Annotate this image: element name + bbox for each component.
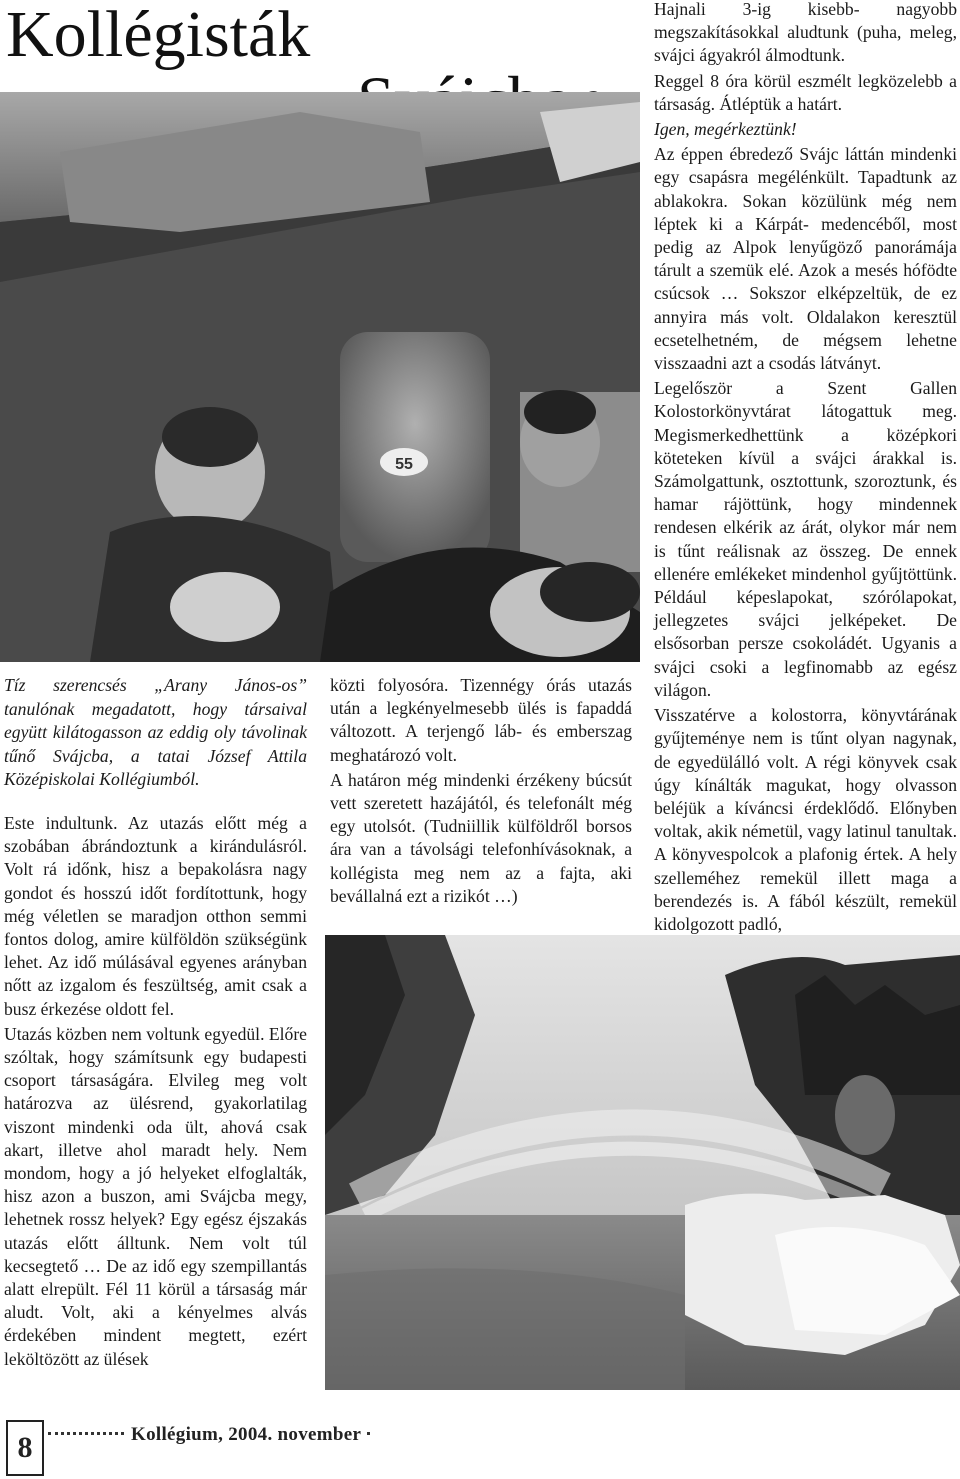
article-column-3 (654, 0, 957, 936)
article-lead: Tíz szerencsés „Arany János-os” tanulónak megadatott, hogy társaival együtt kilátogasson az eddig oly távolinak tűnő Svájcba, a tatai József Attila Középiskolai Kollégiumból. (4, 675, 307, 789)
footer-publication: Kollégium, 2004. november (125, 1424, 367, 1446)
bus-photo-illustration (0, 92, 640, 662)
paragraph: Reggel 8 óra körül eszmélt legközelebb a társaság. Átléptük a határt. (654, 70, 957, 114)
page-number: 8 (6, 1420, 44, 1476)
article-title-part1: Kollégisták (6, 0, 311, 71)
waterfall-photo-illustration (325, 935, 960, 1390)
photo-sleeping-students-bus (0, 92, 640, 662)
seat-number-label: 55 (395, 456, 413, 473)
paragraph: Visszatérve a kolostorra, könyvtárának gyűjteménye nem is tűnt olyan nagynak, de egyedülálló volt. A régi könyvek csak úgy kínálták magukat, hogy olvasson beléjük a kíváncsi érdeklődő. Előnyben voltak, akik németül, vagy latinul tanultak. A könyvespolcok a plafonig értek. A hely szelleméhez remekül illett maga a berendezés is. A fából készült, remekül kidolgozott padló, (654, 705, 957, 934)
paragraph: Az éppen ébredező Svájc láttán mindenki egy csapásra megélénkült. Tapadtunk az ablakokra. Sokan közülünk még nem léptek ki a Kárpát- medencéből, most pedig az Alpok lenyűgöző panorámája tárult a szemük elé. Azok a mesés hófödte csúcsok … Sokszor elképzeltük, de ez annyira más volt. Oldalakon keresztül ecsetelhetném, de mégsem lehetne visszaadni azt a csodás látványt. (654, 144, 957, 374)
paragraph: Hajnali 3-ig kisebb- nagyobb megszakításokkal aludtunk (puha, meleg, svájci ágyakról álmodtunk. (654, 0, 957, 66)
article-column-2 (330, 674, 632, 908)
paragraph: Este indultunk. Az utazás előtt még a szobában ábrándoztunk a kirándulásról. Volt rá időnk, hisz a bepakolásra nagy gondot és hosszú időt fordítottunk, hogy még véletlen se maradjon otthon semmi fontos dolog, amire külföldön szükségünk lehet. Az idő múlásával egyenes arányban nőtt az izgalom és feszültség, amit csak a busz érkezése oldott fel. (4, 813, 307, 1019)
paragraph-italic: Igen, megérkeztünk! (654, 119, 797, 140)
paragraph: Legelőször a Szent Gallen Kolostorkönyvtárat látogattuk meg. Megismerkedhettünk a középkori köteteken kívül a svájci árakkal is. Számolgattunk, osztottunk, szoroztunk, és hamar rájöttünk, hogy mindennek rendesen elkérik az árát, olykor már nem is tűnt reálisnak az összeg. De ennek ellenére emlékeket mindenhol gyűjtöttünk. Például képeslapokat, szórólapokat, jellegzetes svájci jelképeket. De elsősorban persze csokoládét. Ugyanis a svájci csoki a legfinomabb az egész világon. (654, 378, 957, 700)
article-column-1 (4, 812, 307, 1371)
paragraph: Utazás közben nem voltunk egyedül. Előre szóltak, hogy számítsunk egy budapesti csoport társaságára. Elvileg meg volt határozva az ülésrend, gyakorlatilag viszont mindenki oda ült, ahová csak akart, illetve ahol maradt hely. Nem mondom, hogy a jó helyeket elfoglalták, hisz azon a buszon, ami Svájcba megy, lehetnek rossz helyek? Egy egész éjszakás utazás előtt álltunk. Nem volt túl kecsegtető … De az idő egy szempillantás alatt elrepült. Fél 11 körül a társaság már aludt. Volt, aki a kényelmes alvás érdekében mindent megtett, ezért leköltözött az ülések (4, 1023, 307, 1369)
photo-rhine-falls (325, 935, 960, 1390)
paragraph: A határon még mindenki érzékeny búcsút vett szeretett hazájától, és telefonált még egy utolsót. (Tudniillik külföldről borsos ára van a távolsági telefonhívásoknak, a kollégista meg nem az a fajta, aki bevállalná ezt a rizikót …) (330, 769, 632, 906)
paragraph: közti folyosóra. Tizennégy órás utazás után a legkényelmesebb ülés is fapaddá változott. A terjengő láb- és emberszag meghatározó volt. (330, 675, 632, 765)
